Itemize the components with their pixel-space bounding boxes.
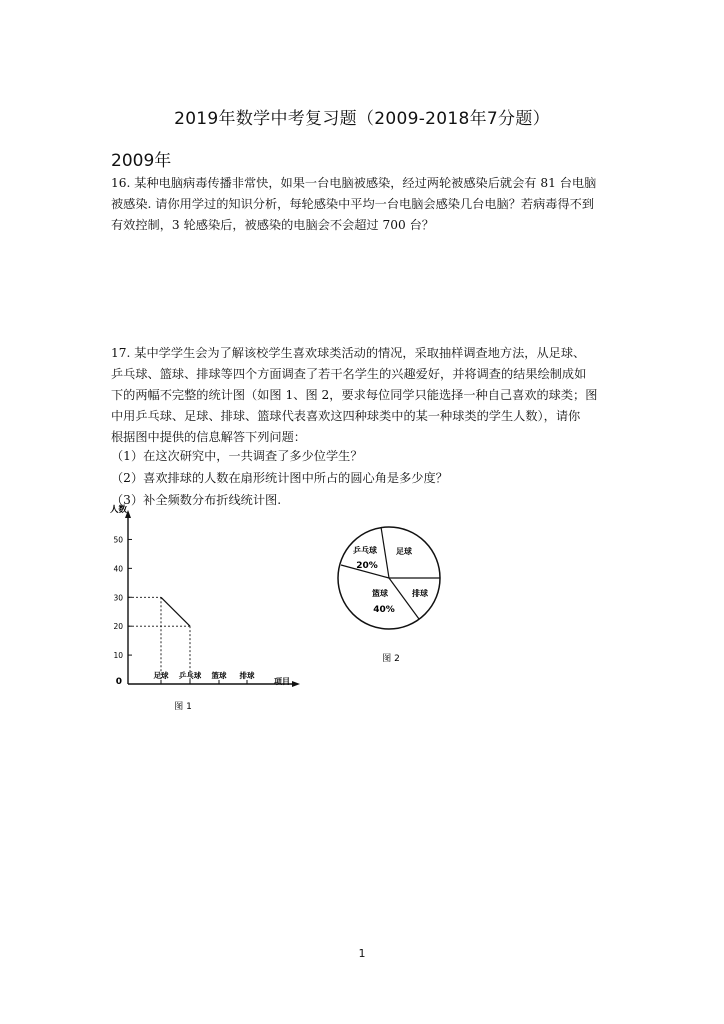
x-category-label: 乒乓球 (178, 671, 202, 680)
year-heading: 2009年 (111, 151, 172, 171)
q16-line: 被感染. 请你用学过的知识分析，每轮感染中平均一台电脑会感染几台电脑？若病毒得不到 (111, 197, 595, 211)
slice-label-pingpong: 乒乓球 (353, 546, 377, 555)
data-line (161, 597, 190, 626)
q17-line: 17. 某中学学生会为了解该校学生喜欢球类活动的情况，采取抽样调查地方法，从足球、 (111, 346, 586, 360)
pie-slice-boundary (381, 527, 389, 578)
figure-2-caption: 图 2 (382, 654, 400, 664)
x-axis-label: 项目 (274, 677, 290, 686)
question-17 (111, 343, 597, 448)
question-16 (111, 173, 596, 236)
q17-line: 下的两幅不完整的统计图（如图 1、图 2，要求每位同学只能选择一种自己喜欢的球类；图 (111, 388, 598, 402)
q17-sub-question-1: （1）在这次研究中，一共调查了多少位学生？ (111, 449, 363, 463)
x-category-label: 篮球 (211, 671, 227, 680)
page-title: 2019年数学中考复习题（2009-2018年7分题） (174, 109, 550, 129)
q17-line: 乒乓球、篮球、排球等四个方面调查了若干名学生的兴趣爱好，并将调查的结果绘制成如 (111, 367, 587, 381)
x-category-label: 排球 (239, 671, 255, 680)
x-axis-arrow (292, 681, 300, 687)
figure-2-pie-chart (330, 516, 450, 668)
q17-line: 根据图中提供的信息解答下列问题： (111, 430, 306, 444)
q17-line: 中用乒乓球、足球、排球、篮球代表喜欢这四种球类中的某一种球类的学生人数），请你 (111, 409, 581, 423)
q17-sub-question-3: （3）补全频数分布折线统计图. (111, 493, 282, 507)
q17-sub-question-2: （2）喜欢排球的人数在扇形统计图中所占的圆心角是多少度？ (111, 471, 448, 485)
y-tick-label: 20 (113, 622, 123, 632)
y-tick-label: 50 (113, 535, 123, 545)
slice-percent-basketball: 40% (373, 605, 395, 615)
slice-label-volleyball: 排球 (412, 589, 428, 598)
slice-percent-pingpong: 20% (356, 561, 378, 571)
q16-line: 有效控制，3 轮感染后，被感染的电脑会不会超过 700 台？ (111, 218, 434, 232)
slice-label-football: 足球 (396, 547, 412, 556)
y-tick-label: 30 (113, 593, 123, 603)
y-tick-label: 40 (113, 564, 123, 574)
page-number: 1 (358, 947, 366, 960)
y-axis-label: 人数 (110, 505, 128, 515)
x-category-label: 足球 (153, 671, 169, 680)
slice-label-basketball: 篮球 (372, 589, 388, 598)
origin-label: 0 (115, 677, 122, 687)
q16-line: 16. 某种电脑病毒传播非常快，如果一台电脑被感染，经过两轮被感染后就会有 81 台电脑 (111, 176, 597, 190)
figure-1-caption: 图 1 (174, 702, 192, 712)
y-tick-label: 10 (113, 651, 123, 661)
figure-1-line-chart (100, 498, 310, 718)
